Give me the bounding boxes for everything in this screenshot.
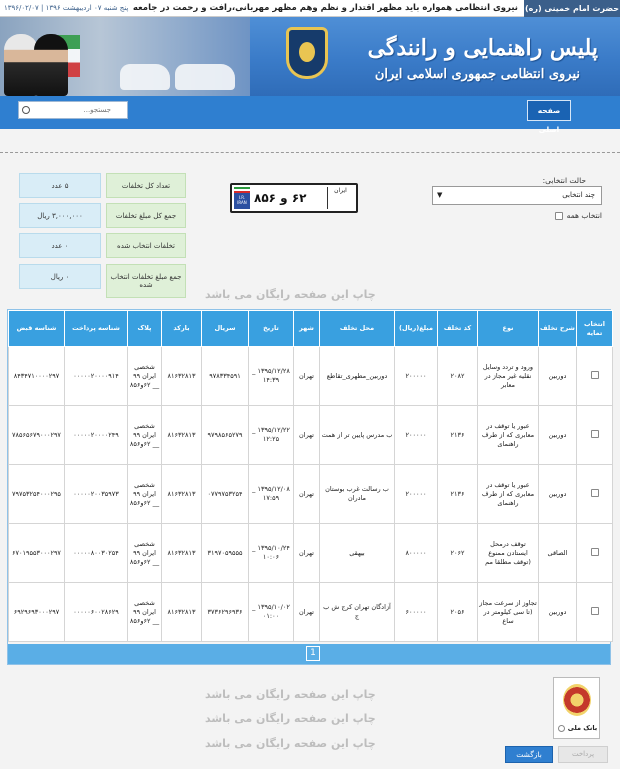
selected-count-value: ۰ عدد (19, 233, 101, 258)
row-checkbox[interactable] (591, 607, 599, 615)
watermark: چاپ این صفحه رایگان می باشد (205, 712, 376, 725)
bank-name-label: بانک ملی (567, 724, 598, 732)
bank-option[interactable] (553, 677, 600, 739)
table-cell: الصاقی (539, 524, 577, 583)
date-display: پنج شنبه ۰۷ اردیبهشت ۱۳۹۶ | ۱۳۹۶/۰۲/۰۷ (4, 4, 129, 12)
table-row[interactable] (9, 524, 613, 583)
col-header: محل تخلف (320, 311, 395, 347)
select-all-label: انتخاب همه (566, 211, 602, 220)
table-row[interactable] (9, 347, 613, 406)
table-cell: ۷۸۵۶۵۶۷۹۰۰۰۲۹۷ (9, 406, 65, 465)
col-header: کد تخلف (438, 311, 478, 347)
selection-mode-label: حالت انتخابی: (542, 176, 586, 185)
plate-number: ۶۲ و ۸۵۶ (254, 191, 307, 205)
table-cell: ۸۱۶۳۲۸۱۳ (162, 465, 202, 524)
portrait-image (34, 34, 68, 96)
table-cell: دوربین (539, 583, 577, 642)
watermark: چاپ این صفحه رایگان می باشد (205, 288, 376, 301)
quote-bar (0, 0, 620, 17)
quote-author: حضرت امام خمینی (ره) (524, 0, 620, 17)
col-header: مبلغ(ریال) (395, 311, 438, 347)
row-select-cell[interactable] (577, 583, 613, 642)
table-row[interactable] (9, 465, 613, 524)
flag-icon (234, 187, 250, 193)
table-cell: شخصی ایران ۹۹ __ ۶۲و۸۵۶ (128, 583, 162, 642)
col-header: شرح تخلف (539, 311, 577, 347)
table-cell: آزادگان تهران کرج ش ب ج (320, 583, 395, 642)
table-cell: ۲۰۰۰۰۰ (395, 465, 438, 524)
bank-melli-logo-icon (563, 684, 591, 716)
col-header: شناسه قبض (9, 311, 65, 347)
plate-region: ایران (327, 187, 353, 209)
table-cell: تهران (294, 524, 320, 583)
table-cell: ۲۰۶۲ (438, 524, 478, 583)
table-cell: ۱۳۹۵/۱۲/۲۲ _ ۱۲:۲۵ (249, 406, 294, 465)
col-header: شهر (294, 311, 320, 347)
table-cell: توقف درمحل ایستادن ممنوع (توقف مطلقا مم (478, 524, 539, 583)
table-cell: ۸۱۶۳۲۸۱۳ (162, 524, 202, 583)
watermark: چاپ این صفحه رایگان می باشد (205, 737, 376, 750)
table-cell: ۱۳۹۵/۱۰/۲۴ _ ۱۰:۰۶ (249, 524, 294, 583)
table-cell: دوربین (539, 406, 577, 465)
table-cell: ب مدرس پایین تر از همت (320, 406, 395, 465)
row-checkbox[interactable] (591, 371, 599, 379)
table-cell: ۰۰۰۰۰۸۰۰۳۰۲۵۴ (65, 524, 128, 583)
table-header-row (9, 311, 613, 347)
table-cell: ۸۱۶۳۲۸۱۳ (162, 406, 202, 465)
car-image (175, 64, 235, 90)
quote-text: نیروی انتظامی همواره باید مظهر اقتدار و نظم وهم مظهر مهربانی،رافت و رحمت در جامعه (132, 3, 518, 13)
table-cell: دوربین (539, 465, 577, 524)
home-button[interactable]: صفحه اصلی (527, 100, 571, 121)
row-select-cell[interactable] (577, 465, 613, 524)
pagination-bar (8, 644, 610, 664)
table-cell: عبور یا توقف در معابری که از طرف راهنمای (478, 406, 539, 465)
table-cell: دوربین_مطهری_تقاطع (320, 347, 395, 406)
table-cell: ۶۰۰۰۰۰ (395, 583, 438, 642)
row-select-cell[interactable] (577, 347, 613, 406)
selection-mode-value: چند انتخابی (562, 191, 595, 199)
header-banner (0, 17, 620, 96)
table-cell: شخصی ایران ۹۹ __ ۶۲و۸۵۶ (128, 524, 162, 583)
pay-button[interactable]: پرداخت (558, 746, 608, 763)
table-cell: ۸۱۶۳۲۸۱۳ (162, 583, 202, 642)
table-cell: ۰۷۷۹۷۵۳۲۵۴ (202, 465, 249, 524)
table-cell: ۱۳۹۵/۱۰/۰۲ _ ۰۱:۰۰ (249, 583, 294, 642)
select-all-checkbox[interactable] (555, 212, 563, 220)
selected-count-label: تخلفات انتخاب شده (106, 233, 186, 258)
table-cell: شخصی ایران ۹۹ __ ۶۲و۸۵۶ (128, 347, 162, 406)
row-select-cell[interactable] (577, 406, 613, 465)
table-cell: تهران (294, 465, 320, 524)
nav-bar (0, 96, 620, 134)
violations-table (7, 309, 611, 665)
header-photo (0, 17, 250, 96)
total-amount-label: جمع کل مبلغ تخلفات (106, 203, 186, 228)
col-header: پلاک (128, 311, 162, 347)
search-input[interactable] (19, 102, 115, 118)
table-cell: ۰۰۰۰۰۶۰۰۲۸۶۲۹ (65, 583, 128, 642)
table-cell: ۲۱۳۶ (438, 465, 478, 524)
plate-country-code: I.R. IRAN (237, 195, 247, 205)
site-title: پلیس راهنمایی و رانندگی (367, 35, 598, 61)
bank-radio[interactable] (558, 725, 565, 732)
table-cell: ۸۰۰۰۰۰ (395, 524, 438, 583)
row-checkbox[interactable] (591, 548, 599, 556)
portrait-image (4, 34, 38, 96)
selected-amount-value: ۰ ریال (19, 264, 101, 289)
col-header: تاریخ (249, 311, 294, 347)
search-box (18, 101, 128, 119)
table-cell: ۳۱۹۷۰۵۹۵۵۵ (202, 524, 249, 583)
divider (0, 152, 620, 153)
table-cell: ۲۰۰۰۰۰ (395, 406, 438, 465)
table-cell: عبور یا توقف در معابری که از طرف راهنمای (478, 465, 539, 524)
search-icon[interactable] (22, 106, 30, 114)
police-emblem-icon (286, 27, 328, 79)
table-cell: ۹۷۸۳۳۴۵۹۱ (202, 347, 249, 406)
table-cell: شخصی ایران ۹۹ __ ۶۲و۸۵۶ (128, 406, 162, 465)
row-checkbox[interactable] (591, 430, 599, 438)
table-cell: تجاوز از سرعت مجاز (تا سی کیلومتر در ساع (478, 583, 539, 642)
row-checkbox[interactable] (591, 489, 599, 497)
table-cell: ۱۳۹۵/۱۲/۰۸ _ ۱۷:۵۹ (249, 465, 294, 524)
total-amount-value: ۳,۰۰۰,۰۰۰ ریال (19, 203, 101, 228)
table-cell: بیهقی (320, 524, 395, 583)
table-cell: شخصی ایران ۹۹ __ ۶۲و۸۵۶ (128, 465, 162, 524)
table-row[interactable] (9, 406, 613, 465)
table-row[interactable] (9, 583, 613, 642)
table-cell: ۲۰۸۲ (438, 347, 478, 406)
selected-amount-label: جمع مبلغ تخلفات انتخاب شده (106, 264, 186, 298)
col-header: نوع (478, 311, 539, 347)
table-cell: ۶۹۲۹۶۹۳۰۰۰۲۹۷ (9, 583, 65, 642)
select-all[interactable] (555, 211, 602, 220)
selection-mode-select[interactable] (432, 186, 602, 205)
table-cell: ۳۷۳۶۲۹۶۹۳۶ (202, 583, 249, 642)
site-subtitle: نیروی انتظامی جمهوری اسلامی ایران (374, 67, 580, 82)
table-cell: تهران (294, 583, 320, 642)
page-1-button[interactable]: 1 (306, 646, 320, 661)
table-cell: ۲۱۳۶ (438, 406, 478, 465)
table-cell: ۲۰۵۶ (438, 583, 478, 642)
bank-name (554, 724, 601, 732)
table-cell: تهران (294, 406, 320, 465)
col-header[interactable]: انتخاب تمایه (577, 311, 613, 347)
table-cell: ورود و تردد وسایل نقلیه غیر مجاز در معابر (478, 347, 539, 406)
table-cell: تهران (294, 347, 320, 406)
car-image (120, 64, 170, 90)
table-cell: ۰۰۰۰۰۲۰۰۰۰۲۴۹ (65, 406, 128, 465)
table-cell: ۸۴۳۴۷۱۰۰۰۰۲۹۷ (9, 347, 65, 406)
table-cell: دوربین (539, 347, 577, 406)
watermark: چاپ این صفحه رایگان می باشد (205, 688, 376, 701)
table-cell: ۹۷۹۸۵۶۵۲۷۹ (202, 406, 249, 465)
back-button[interactable]: بازگشت (505, 746, 553, 763)
col-header: سریال (202, 311, 249, 347)
table-cell: ب رسالت غرب بوستان مادران (320, 465, 395, 524)
total-count-value: ۵ عدد (19, 173, 101, 198)
table-cell: ۸۱۶۳۲۸۱۳ (162, 347, 202, 406)
table-cell: ۰۰۰۰۰۲۰۰۰۰۹۱۴ (65, 347, 128, 406)
table-cell: ۱۳۹۵/۱۲/۲۸ _ ۱۴:۳۹ (249, 347, 294, 406)
total-count-label: تعداد کل تخلفات (106, 173, 186, 198)
table-cell: ۶۷۰۱۹۵۵۳۰۰۰۲۹۷ (9, 524, 65, 583)
row-select-cell[interactable] (577, 524, 613, 583)
col-header: شناسه پرداخت (65, 311, 128, 347)
table-cell: ۲۰۰۰۰۰ (395, 347, 438, 406)
dropdown-arrow-icon: ▼ (437, 191, 443, 199)
table-cell: ۰۰۰۰۰۲۰۰۳۵۹۷۳ (65, 465, 128, 524)
license-plate (230, 183, 358, 213)
table-cell: ۷۹۷۵۳۲۵۴۰۰۰۲۹۵ (9, 465, 65, 524)
col-header: بارکد (162, 311, 202, 347)
